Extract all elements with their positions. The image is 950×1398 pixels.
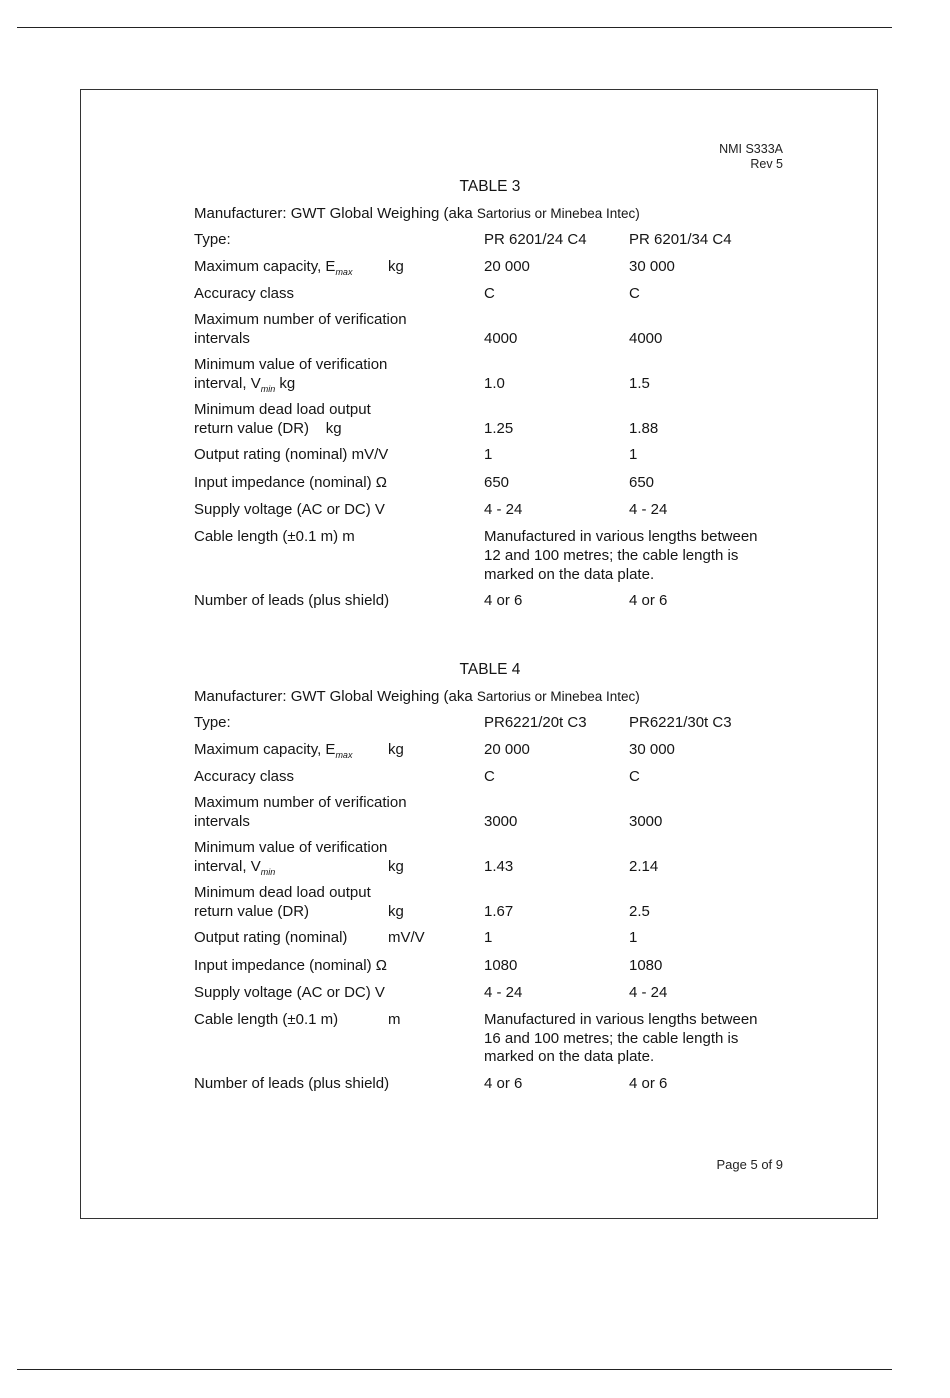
table-4-nmax-label-line2: intervals <box>194 813 250 830</box>
table-3-vmin-label-line2: interval, $V_{min}$ kg <box>194 375 296 394</box>
table-4-supply-label: Supply voltage (AC or DC) V <box>194 984 385 1001</box>
table-3-supply-1: 4 - 24 <box>484 501 523 518</box>
table-3-vmin-2: 1.5 <box>629 375 650 392</box>
table-4-cable-unit: m <box>388 1011 401 1028</box>
table-4-nmax-2: 3000 <box>629 813 663 830</box>
table-3-emax-unit: kg <box>388 258 404 275</box>
table-3-vmin-1: 1.0 <box>484 375 505 392</box>
table-4-output-2: 1 <box>629 929 638 946</box>
table-4-output-label: Output rating (nominal) <box>194 929 348 946</box>
page-number: Page 5 of 9 <box>716 1157 783 1172</box>
table-3-output-label: Output rating (nominal) mV/V <box>194 446 389 463</box>
table-4-cable-note-line2: 16 and 100 metres; the cable length is <box>484 1030 739 1047</box>
table-4-cable-note-line1: Manufactured in various lengths between <box>484 1011 758 1028</box>
table-3-title: TABLE 3 <box>459 178 521 195</box>
table-3-dr-1: 1.25 <box>484 420 514 437</box>
table-3-nmax-2: 4000 <box>629 330 663 347</box>
table-4-emax-unit: kg <box>388 741 404 758</box>
table-3-output-1: 1 <box>484 446 493 463</box>
table-4-impedance-label: Input impedance (nominal) Ω <box>194 957 387 974</box>
table-3-cable-note-line1: Manufactured in various lengths between <box>484 528 758 545</box>
table-4-nmax-label-line1: Maximum number of verification <box>194 794 407 811</box>
table-4-dr-unit: kg <box>388 903 404 920</box>
table-4-dr-label-line1: Minimum dead load output <box>194 884 371 901</box>
table-4-emax-1: 20 000 <box>484 741 530 758</box>
table-4-emax-2: 30 000 <box>629 741 675 758</box>
table-3-accuracy-1: C <box>484 285 495 302</box>
table-4-impedance-2: 1080 <box>629 957 663 974</box>
table-3-manufacturer: Manufacturer: GWT Global Weighing (aka Sartorius or Minebea Intec) <box>194 205 640 222</box>
table-3-emax-2: 30 000 <box>629 258 675 275</box>
table-3-cable-label: Cable length (±0.1 m) m <box>194 528 355 545</box>
scanned-page <box>80 89 878 1219</box>
table-3-leads-2: 4 or 6 <box>629 592 668 609</box>
table-4-vmin-2: 2.14 <box>629 858 659 875</box>
table-4-leads-1: 4 or 6 <box>484 1075 523 1092</box>
table-4-emax-label: Maximum capacity, $E_{max}$ <box>194 741 353 760</box>
table-3-dr-2: 1.88 <box>629 420 659 437</box>
table-3-type-1: PR 6201/24 C4 <box>484 231 587 248</box>
table-3-impedance-2: 650 <box>629 474 655 491</box>
table-4-dr-label-line2: return value (DR) <box>194 903 310 920</box>
table-4-output-unit: mV/V <box>388 929 425 946</box>
table-3-nmax-label-line1: Maximum number of verification <box>194 311 407 328</box>
table-4-supply-2: 4 - 24 <box>629 984 668 1001</box>
table-4-vmin-label-line1: Minimum value of verification <box>194 839 388 856</box>
table-4-dr-2: 2.5 <box>629 903 650 920</box>
table-4-manufacturer: Manufacturer: GWT Global Weighing (aka Sartorius or Minebea Intec) <box>194 688 640 705</box>
table-3-dr-label-line2: return value (DR) kg <box>194 420 342 437</box>
footer-rule <box>17 1369 892 1370</box>
table-4-type-2: PR6221/30t C3 <box>629 714 732 731</box>
document-revision: Rev 5 <box>750 157 783 171</box>
table-3-cable-note-line3: marked on the data plate. <box>484 566 655 583</box>
table-4-nmax-1: 3000 <box>484 813 518 830</box>
table-4-cable-label: Cable length (±0.1 m) <box>194 1011 339 1028</box>
table-3-impedance-label: Input impedance (nominal) Ω <box>194 474 387 491</box>
table-4-accuracy-2: C <box>629 768 640 785</box>
table-4-cable-note-line3: marked on the data plate. <box>484 1048 655 1065</box>
table-4-leads-label: Number of leads (plus shield) <box>194 1075 390 1092</box>
document-number: NMI S333A <box>719 142 783 156</box>
table-4-type-label: Type: <box>194 714 231 731</box>
table-3-supply-2: 4 - 24 <box>629 501 668 518</box>
table-3-leads-1: 4 or 6 <box>484 592 523 609</box>
table-3-emax-label: Maximum capacity, $E_{max}$ <box>194 258 353 277</box>
document-id <box>719 142 783 172</box>
table-3-nmax-label-line2: intervals <box>194 330 250 347</box>
table-4-vmin-label-line2: interval, $V_{min}$ <box>194 858 276 877</box>
table-4-vmin-1: 1.43 <box>484 858 514 875</box>
table-4-output-1: 1 <box>484 929 493 946</box>
table-4-supply-1: 4 - 24 <box>484 984 523 1001</box>
table-3-dr-label-line1: Minimum dead load output <box>194 401 371 418</box>
table-4-leads-2: 4 or 6 <box>629 1075 668 1092</box>
table-3-accuracy-2: C <box>629 285 640 302</box>
table-3-emax-1: 20 000 <box>484 258 530 275</box>
table-3-supply-label: Supply voltage (AC or DC) V <box>194 501 385 518</box>
table-4-accuracy-1: C <box>484 768 495 785</box>
table-4-type-1: PR6221/20t C3 <box>484 714 587 731</box>
table-4-accuracy-label: Accuracy class <box>194 768 295 785</box>
table-3-cable-note-line2: 12 and 100 metres; the cable length is <box>484 547 739 564</box>
table-3-accuracy-label: Accuracy class <box>194 285 295 302</box>
table-3-impedance-1: 650 <box>484 474 510 491</box>
header-rule <box>17 27 892 28</box>
table-4-impedance-1: 1080 <box>484 957 518 974</box>
table-4-vmin-unit: kg <box>388 858 404 875</box>
table-3-leads-label: Number of leads (plus shield) <box>194 592 390 609</box>
table-3-vmin-label-line1: Minimum value of verification <box>194 356 388 373</box>
table-3-type-2: PR 6201/34 C4 <box>629 231 732 248</box>
table-3-output-2: 1 <box>629 446 638 463</box>
table-4-dr-1: 1.67 <box>484 903 514 920</box>
table-3-nmax-1: 4000 <box>484 330 518 347</box>
table-3-type-label: Type: <box>194 231 231 248</box>
table-4-title: TABLE 4 <box>459 661 521 678</box>
